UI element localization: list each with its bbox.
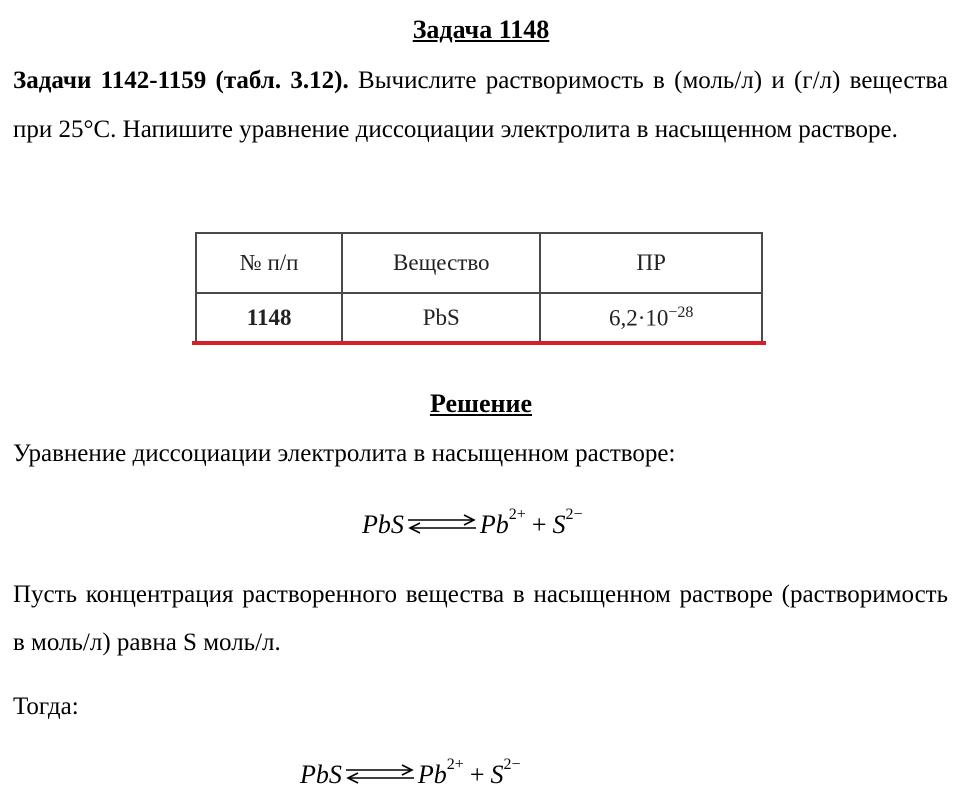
ksp-exponent: −28	[668, 304, 694, 322]
data-table	[195, 232, 763, 344]
cell-number: 1148	[196, 293, 342, 343]
eq-product1-charge: 2+	[508, 506, 526, 524]
cell-substance: PbS	[342, 293, 540, 343]
cell-ksp	[540, 293, 762, 343]
equilibrium-arrows-icon	[344, 762, 416, 792]
eq-product2: S	[552, 510, 566, 539]
assumption-text: Пусть концентрация растворенного вещества в насыщенном растворе (растворимость в моль/л) равна S моль/л.	[13, 581, 948, 656]
eq-product2-charge: 2−	[565, 506, 583, 524]
eq2-plus: +	[469, 760, 485, 789]
table-underline	[192, 341, 766, 345]
ksp-mantissa: 6,2·10	[608, 305, 669, 331]
solution-heading: Решение	[429, 389, 533, 418]
header-substance: Вещество	[342, 233, 540, 293]
header-number: № п/п	[196, 233, 342, 293]
header-ksp: ПР	[540, 233, 762, 293]
eq2-product1-charge: 2+	[446, 756, 464, 774]
eq2-reactant: PbS	[300, 760, 342, 789]
task-lead: Задачи 1142-1159 (табл. 3.12).	[13, 67, 349, 94]
dissociation-equation-2	[300, 756, 521, 792]
dissociation-equation	[362, 506, 583, 542]
task-statement	[13, 56, 948, 154]
then-text: Тогда:	[13, 693, 79, 720]
eq-reactant: PbS	[362, 510, 404, 539]
equation-intro: Уравнение диссоциации электролита в насыщенном растворе:	[13, 440, 676, 467]
eq2-product2-charge: 2−	[503, 756, 521, 774]
task-text: Вычислите растворимость в (моль/л) и (г/л) вещества при 25°С. Напишите уравнение диссоциации электролита в насыщенном растворе.	[13, 67, 948, 143]
problem-title: Задача 1148	[412, 15, 550, 44]
equilibrium-arrows-icon	[406, 512, 478, 542]
table-row	[196, 293, 762, 343]
eq-plus: +	[531, 510, 547, 539]
eq-product1: Pb	[479, 510, 509, 539]
table-header-row	[196, 233, 762, 293]
eq2-product1: Pb	[417, 760, 447, 789]
data-table-container	[195, 232, 765, 344]
eq2-product2: S	[490, 760, 504, 789]
